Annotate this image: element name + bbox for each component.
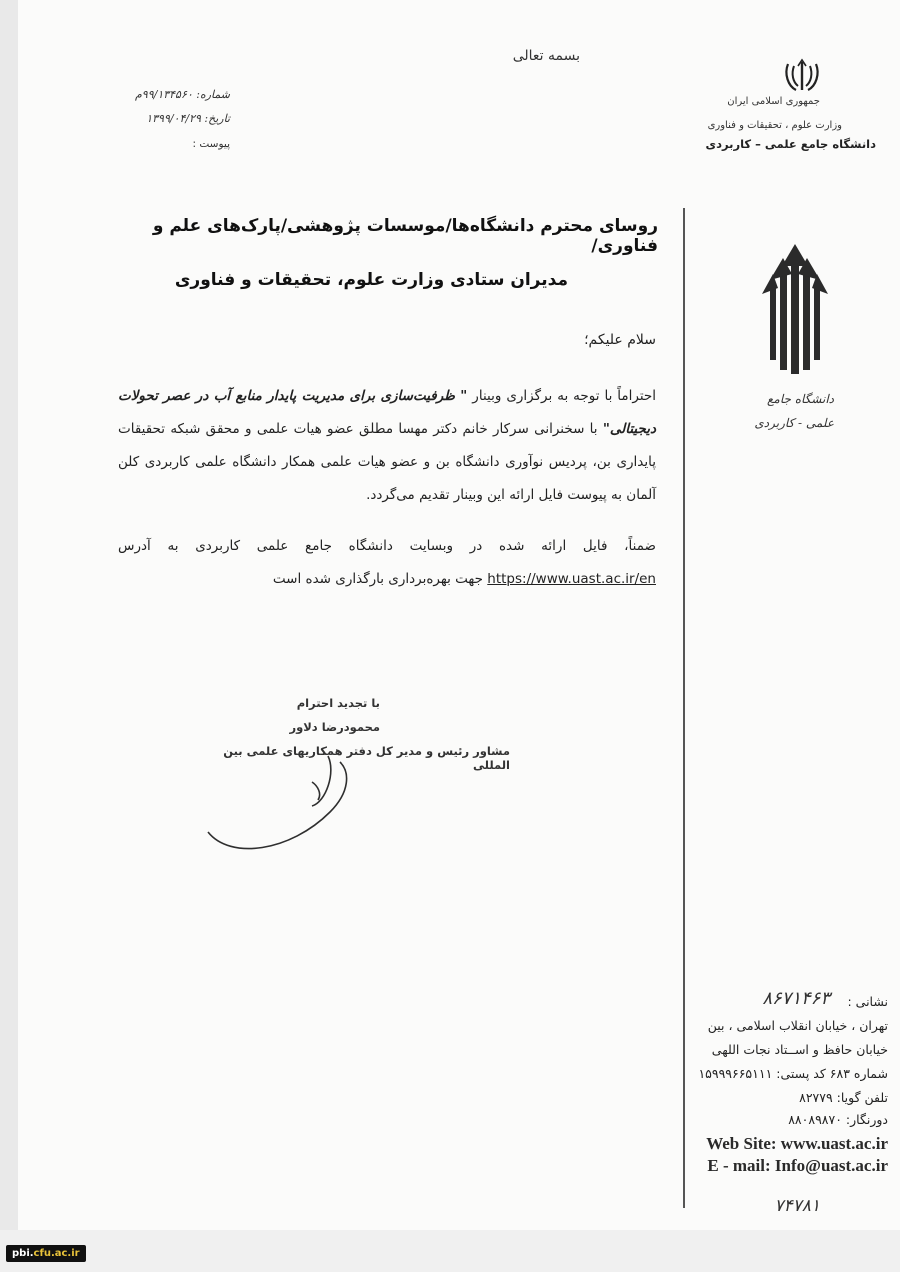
fax-number: دورنگار: ۸۸۰۸۹۸۷۰ bbox=[788, 1112, 888, 1127]
addressee-line2: مدیران ستادی وزارت علوم، تحقیقات و فناوری bbox=[174, 270, 568, 290]
handwritten-signature-icon bbox=[200, 742, 400, 862]
address-label: نشانی : bbox=[847, 994, 888, 1009]
email-address: E - mail: Info@uast.ac.ir bbox=[707, 1156, 888, 1175]
website-address: Web Site: www.uast.ac.ir bbox=[706, 1134, 888, 1153]
handwritten-bottom-number: ۷۴۷۸۱ bbox=[774, 1196, 820, 1216]
postal-code: شماره ۶۸۳ کد پستی: ۱۵۹۹۹۶۶۵۱۱۱ bbox=[698, 1066, 888, 1081]
paragraph-website-prefix: ضمناً، فایل ارائه شده در وبسایت دانشگاه جامع علمی کاربردی به آدرس bbox=[118, 538, 656, 554]
greeting: سلام علیکم؛ bbox=[584, 332, 656, 348]
letter-date: تاریخ: ۱۳۹۹/۰۴/۲۹ bbox=[146, 112, 230, 125]
paragraph-main bbox=[118, 380, 656, 512]
iran-emblem-icon bbox=[782, 58, 822, 94]
handwritten-code: ۸۶۷۱۴۶۳ bbox=[762, 988, 830, 1009]
paragraph-website bbox=[118, 530, 656, 596]
signature-name: محمودرضا دلاور bbox=[289, 720, 380, 734]
signature-title: مشاور رئیس و مدیر کل دفتر همکاریهای علمی بین المللی bbox=[223, 744, 510, 772]
emblem-line-country: جمهوری اسلامی ایران bbox=[727, 96, 820, 107]
address-line2: خیابان حافظ و اســتاد نجات اللهی bbox=[711, 1042, 888, 1057]
letter-paper bbox=[18, 0, 900, 1272]
watermark-site-name: pbi. bbox=[12, 1248, 34, 1259]
watermark-site-accent: cfu.ac.ir bbox=[33, 1248, 80, 1259]
logo-caption-line2: علمی - کاربردی bbox=[754, 416, 834, 430]
emblem-line-university: دانشگاه جامع علمی – کاربردی bbox=[705, 137, 876, 151]
signature-closing: با تجدید احترام bbox=[296, 696, 380, 710]
phone-number: تلفن گویا: ۸۲۷۷۹ bbox=[799, 1090, 888, 1105]
paragraph-main-prefix: احتراماً با توجه به برگزاری وبینار bbox=[467, 388, 656, 404]
website-link[interactable]: https://www.uast.ac.ir/en bbox=[487, 571, 656, 587]
university-logo-icon bbox=[762, 244, 828, 374]
paragraph-website-suffix: جهت بهره‌برداری بارگذاری شده است bbox=[272, 571, 483, 587]
webinar-title: " ظرفیت‌سازی برای مدیریت پایدار منابع آب در عصر تحولات دیجیتالی" bbox=[118, 388, 656, 437]
margin-divider bbox=[683, 208, 685, 1208]
address-line1: تهران ، خیابان انقلاب اسلامی ، بین bbox=[707, 1018, 888, 1033]
footer-strip bbox=[0, 1230, 900, 1272]
emblem-line-ministry: وزارت علوم ، تحقیقات و فناوری bbox=[707, 120, 842, 131]
addressee-line1: روسای محترم دانشگاه‌ها/موسسات پژوهشی/پارک‌های علم و فناوری/ bbox=[152, 216, 658, 256]
site-watermark-badge bbox=[6, 1245, 86, 1262]
invocation-text: بسمه تعالی bbox=[512, 48, 580, 64]
letter-attachment: پیوست : bbox=[192, 138, 230, 150]
logo-caption-line1: دانشگاه جامع bbox=[767, 392, 834, 406]
paragraph-main-rest: با سخنرانی سرکار خانم دکتر مهسا مطلق عضو هیات علمی و محقق شبکه تحقیقات پایداری بن، پردیس نوآوری دانشگاه بن و عضو هیات علمی همکار دانشگاه علمی کاربردی کلن آلمان به پیوست فایل ارائه این وبینار تقدیم می‌گردد. bbox=[118, 421, 656, 503]
letter-number: شماره: ۹۹/۱۳۴۵۶۰م bbox=[134, 88, 230, 101]
